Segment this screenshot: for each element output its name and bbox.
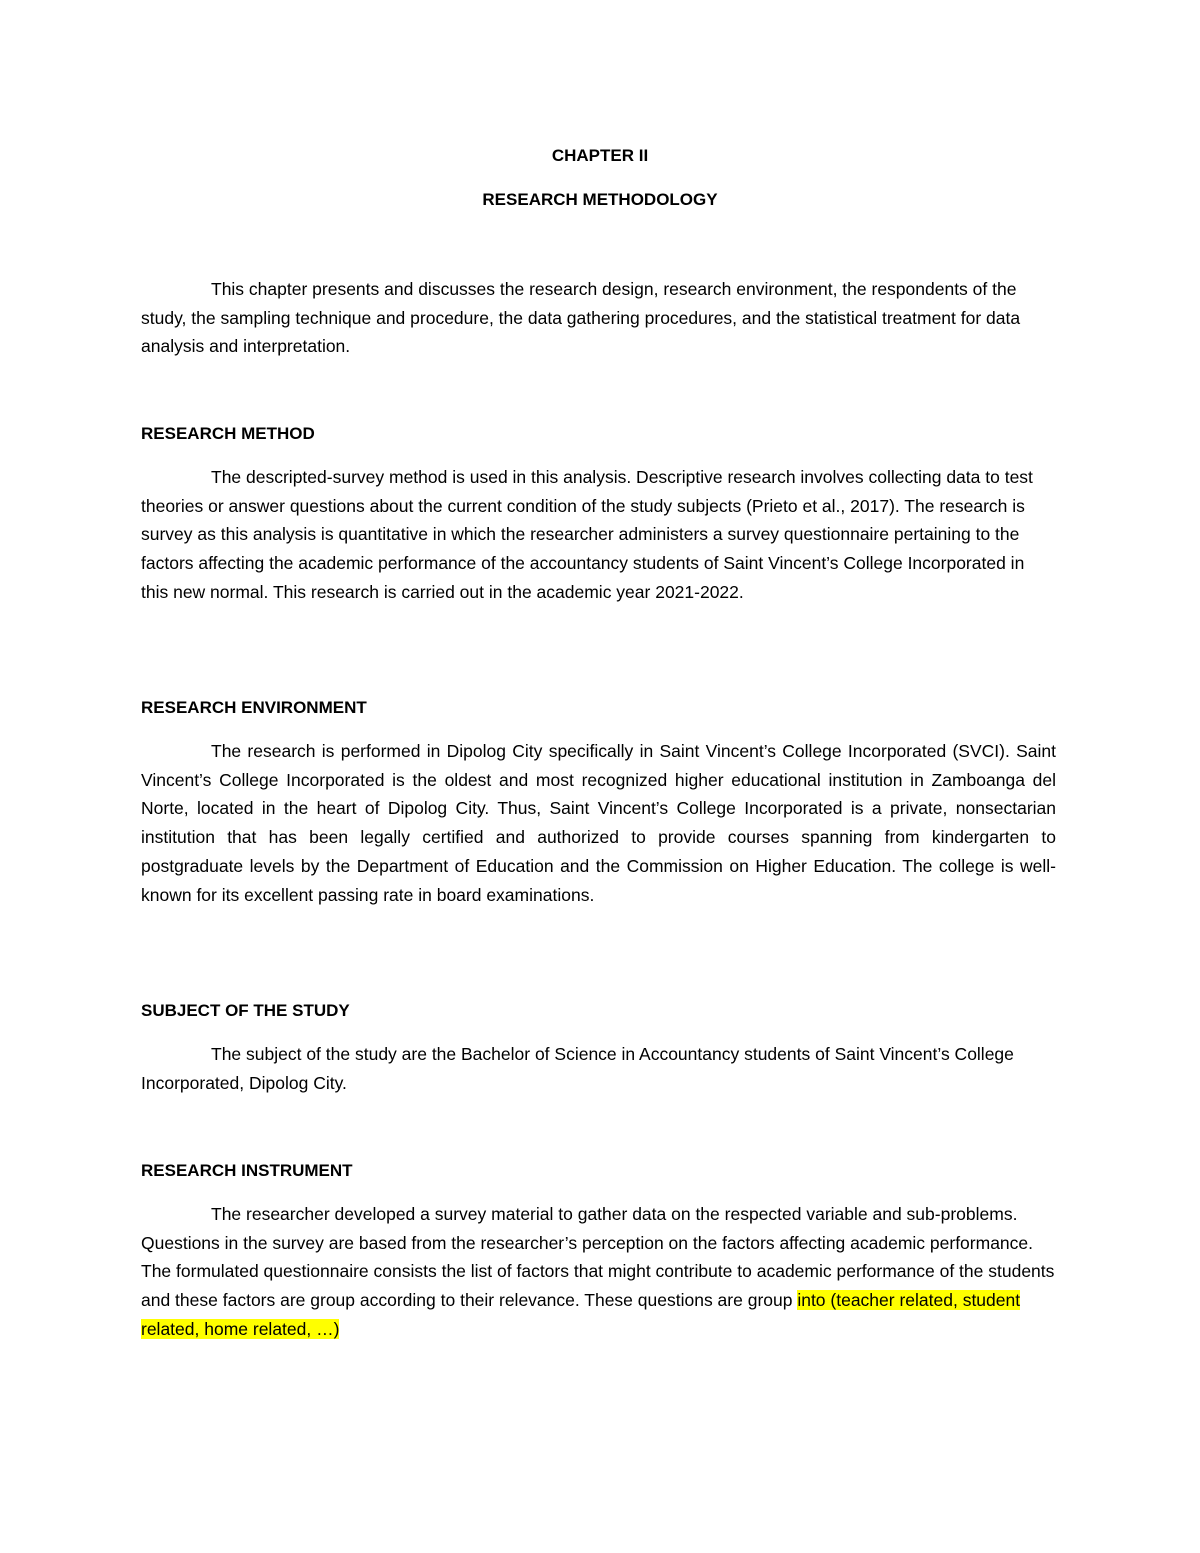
section-body-research-instrument — [141, 1200, 1056, 1344]
section-heading-subject-of-study: SUBJECT OF THE STUDY — [141, 1001, 350, 1020]
section-body-subject-of-study: The subject of the study are the Bachelor of Science in Accountancy students of Saint Vincent’s College Incorporated, Dipolog City. — [141, 1044, 1014, 1093]
research-instrument-text: The researcher developed a survey material to gather data on the respected variable and sub-problems. Questions in the survey are based from the researcher’s perception on the factors affecting academic performance. The formulated questionnaire consists the list of factors that might contribute to academic performance of the students and these factors are group according to their relevance. These questions are group — [141, 1204, 1055, 1311]
highlighted-text: into (teacher related, student related, home related, …) — [141, 1290, 1021, 1339]
section-heading-research-environment: RESEARCH ENVIRONMENT — [141, 698, 367, 717]
section-body-research-method: The descripted-survey method is used in this analysis. Descriptive research involves collecting data to test theories or answer questions about the current condition of the study subjects (Prieto et al., 2017). The research is survey as this analysis is quantitative in which the researcher administers a survey questionnaire pertaining to the factors affecting the academic performance of the accountancy students of Saint Vincent’s College Incorporated in this new normal. This research is carried out in the academic year 2021-2022. — [141, 467, 1033, 602]
section-heading-research-method: RESEARCH METHOD — [141, 424, 315, 443]
section-body-research-environment: The research is performed in Dipolog City specifically in Saint Vincent’s College Incorporated (SVCI). Saint Vincent’s College Incorporated is the oldest and most recognized higher educational institution in Zamboanga del Norte, located in the heart of Dipolog City. Thus, Saint Vincent’s College Incorporated is a private, nonsectarian institution that has been legally certified and authorized to provide courses spanning from kindergarten to postgraduate levels by the Department of Education and the Commission on Higher Education. The college is well-known for its excellent passing rate in board examinations. — [141, 741, 1056, 905]
chapter-number: CHAPTER II — [551, 146, 649, 165]
intro-paragraph: This chapter presents and discusses the research design, research environment, the respondents of the study, the sampling technique and procedure, the data gathering procedures, and the statistical treatment for data analysis and interpretation. — [141, 279, 1021, 357]
section-heading-research-instrument: RESEARCH INSTRUMENT — [141, 1161, 353, 1180]
chapter-title: RESEARCH METHODOLOGY — [482, 190, 718, 209]
